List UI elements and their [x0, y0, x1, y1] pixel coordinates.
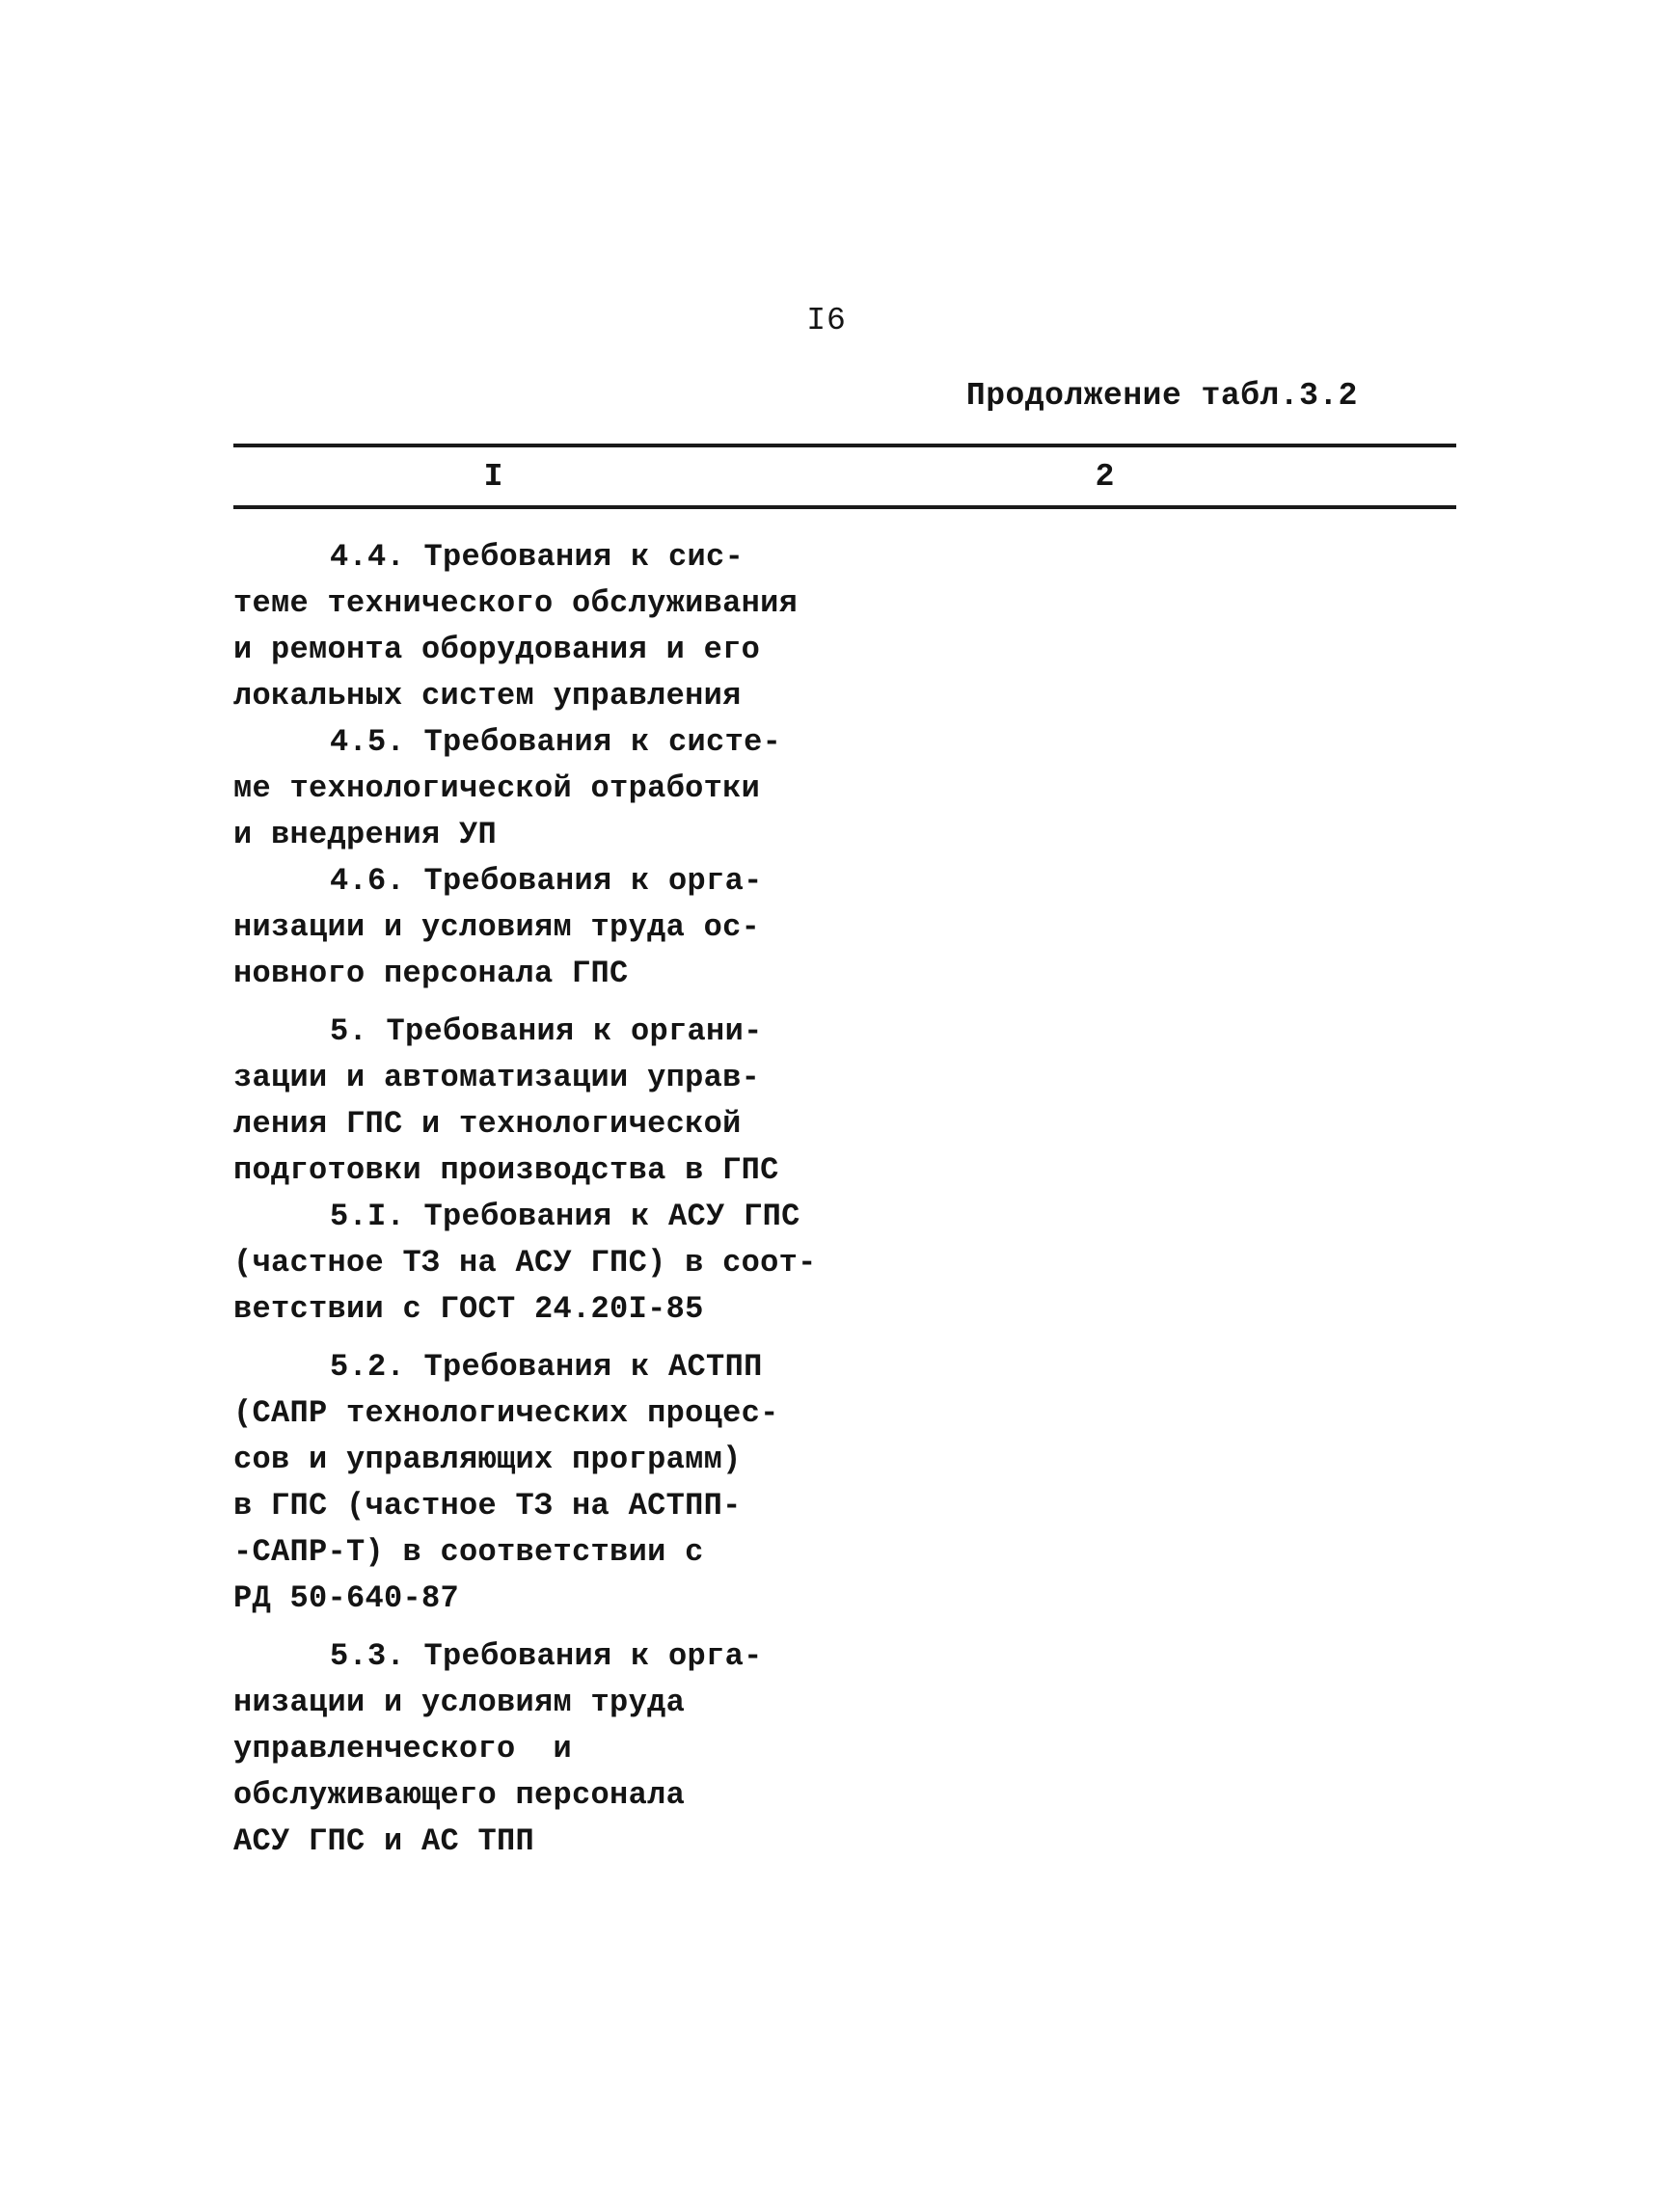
entry-line: 5. Требования к органи-: [330, 1013, 763, 1049]
requirement-4-4: [233, 534, 841, 719]
entry-line: сов и управляющих программ): [233, 1442, 742, 1477]
entry-line: управленческого и: [233, 1731, 573, 1767]
entry-line: и внедрения УП: [233, 817, 498, 852]
entry-line: РД 50-640-87: [233, 1580, 460, 1616]
entry-line: обслуживающего персонала: [233, 1777, 686, 1813]
requirement-5-3: [233, 1633, 841, 1865]
entry-line: 5.I. Требования к АСУ ГПС: [330, 1199, 800, 1234]
requirements-table: [233, 444, 1456, 1865]
page-number: I6: [806, 303, 847, 338]
requirement-4-6: [233, 858, 841, 997]
entry-line: 4.5. Требования к систе-: [330, 724, 782, 760]
column-2-header: 2: [1095, 458, 1115, 495]
entry-line: 4.4. Требования к сис-: [330, 539, 745, 575]
requirement-5: [233, 1009, 841, 1194]
requirement-5-1: [233, 1194, 841, 1333]
entry-line: 5.2. Требования к АСТПП: [330, 1349, 763, 1385]
entry-line: теме технического обслуживания: [233, 585, 799, 621]
entry-line: ветствии с ГОСТ 24.20I-85: [233, 1291, 704, 1327]
entry-line: (частное ТЗ на АСУ ГПС) в соот-: [233, 1245, 817, 1281]
table-body: [233, 509, 1456, 1865]
entry-line: АСУ ГПС и АС ТПП: [233, 1823, 535, 1859]
entry-line: (САПР технологических процес-: [233, 1395, 779, 1431]
column-1-header: I: [483, 458, 503, 495]
entry-line: 4.6. Требования к орга-: [330, 863, 763, 899]
entry-line: 5.3. Требования к орга-: [330, 1638, 763, 1674]
entry-line: ме технологической отработки: [233, 770, 761, 806]
entry-line: подготовки производства в ГПС: [233, 1152, 779, 1188]
entry-line: и ремонта оборудования и его: [233, 632, 761, 667]
table-continuation-caption: Продолжение табл.3.2: [965, 378, 1358, 414]
entry-line: новного персонала ГПС: [233, 956, 629, 991]
entry-line: локальных систем управления: [233, 678, 742, 714]
requirement-5-2: [233, 1344, 841, 1622]
requirement-4-5: [233, 719, 841, 858]
entry-line: в ГПС (частное ТЗ на АСТПП-: [233, 1488, 742, 1524]
entry-line: зации и автоматизации управ-: [233, 1060, 761, 1095]
entry-line: низации и условиям труда ос-: [233, 909, 761, 945]
table-header-row: [233, 447, 1456, 505]
entry-line: ления ГПС и технологической: [233, 1106, 742, 1142]
entry-line: -САПР-Т) в соответствии с: [233, 1534, 704, 1570]
entry-line: низации и условиям труда: [233, 1685, 686, 1720]
